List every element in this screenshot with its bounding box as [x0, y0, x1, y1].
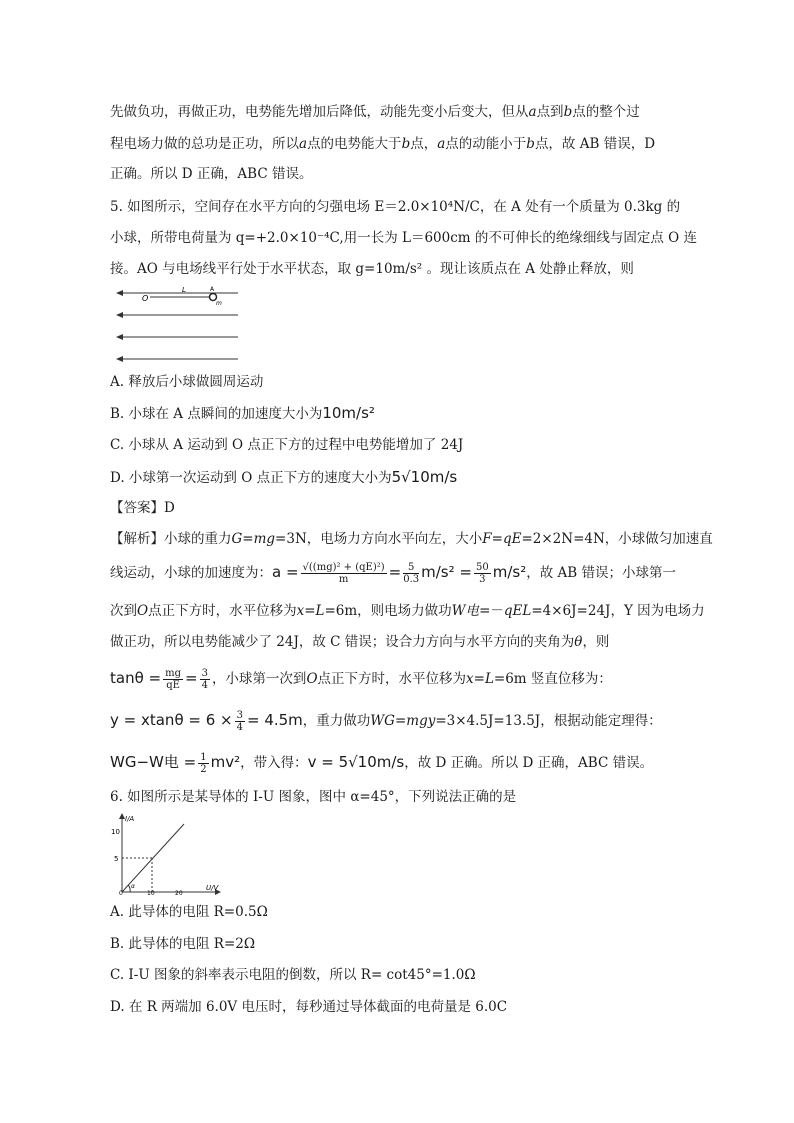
- iu-graph: [110, 812, 225, 896]
- point-a-label: A: [210, 286, 215, 293]
- length-l-label: L: [182, 286, 186, 294]
- explanation-line: 【解析】小球的重力G=mg=3N，电场力方向水平向左，大小F=qE=2×2N=4N，小球做匀加速直: [110, 531, 713, 547]
- option-c: C. I-U 图象的斜率表示电阻的倒数，所以 R= cot45°=1.0Ω: [110, 967, 476, 983]
- explanation-line: WG−W电 = $\frac{1}{2}$ mv²，带入得：v = 5√10m/s，故 D 正确。所以 D 正确，ABC 错误。: [110, 752, 654, 775]
- option-b: B. 此导体的电阻 R=2Ω: [110, 936, 256, 952]
- option-a: A. 此导体的电阻 R=0.5Ω: [110, 904, 268, 920]
- option-b: B. 小球在 A 点瞬间的加速度大小为10m/s²: [110, 404, 375, 422]
- option-c: C. 小球从 A 运动到 O 点正下方的过程中电势能增加了 24J: [110, 437, 464, 453]
- text-line: 程电场力做的总功是正功，所以a点的电势能大于b点，a点的动能小于b点，故 AB 错误，D: [110, 136, 656, 152]
- question-5-line: 5. 如图所示，空间存在水平方向的匀强电场 E＝2.0×10⁴N/C，在 A 处有一个质量为 0.3kg 的: [110, 199, 681, 215]
- x-axis-label: U/V: [206, 884, 219, 892]
- explanation-line: tanθ = $\frac{mg}{qE}$ = $\frac{3}{4}$ ，小球第一次到O点正下方时，水平位移为x=L=6m 竖直位移为：: [110, 668, 612, 691]
- question-6-line: 6. 如图所示是某导体的 I-U 图象，图中 α=45°，下列说法正确的是: [110, 789, 517, 805]
- text-line: 正确。所以 D 正确，ABC 错误。: [110, 166, 313, 182]
- y-tick-label: 10: [111, 828, 120, 836]
- question-5-line: 接。AO 与电场线平行处于水平状态，取 g=10m/s² 。现让该质点在 A 处静止释放，则: [110, 261, 634, 277]
- x-tick-label: 20: [175, 890, 183, 896]
- mass-m-label: m: [216, 300, 222, 307]
- explanation-line: 做正功，所以电势能减少了 24J，故 C 错误；设合力方向与水平方向的夹角为θ，则: [110, 634, 610, 650]
- y-axis-label: I/A: [125, 815, 135, 823]
- text-line: 先做负功，再做正功，电势能先增加后降低，动能先变小后变大，但从a点到b点的整个过: [110, 104, 640, 120]
- question-5-line: 小球，所带电荷量为 q=+2.0×10⁻⁴C,用一长为 L＝600cm 的不可伸长的绝缘细线与固定点 O 连: [110, 230, 698, 246]
- x-tick-label: 0: [119, 890, 123, 896]
- point-o-label: O: [142, 294, 149, 303]
- electric-field-figure: [112, 284, 242, 364]
- explanation-line: y = xtanθ = 6 × $\frac{3}{4}$ = 4.5m，重力做功WG=mgy=3×4.5J=13.5J，根据动能定理得：: [110, 710, 662, 733]
- explanation-line: 次到O点正下方时，水平位移为x=L=6m，则电场力做功W电=－qEL=4×6J=24J，Y 因为电场力: [110, 603, 705, 619]
- y-tick-label: 5: [114, 855, 119, 863]
- alpha-label: α: [131, 883, 135, 890]
- option-d: D. 在 R 两端加 6.0V 电压时，每秒通过导体截面的电荷量是 6.0C: [110, 999, 508, 1015]
- option-a: A. 释放后小球做圆周运动: [110, 374, 264, 390]
- x-tick-label: 10: [147, 890, 155, 896]
- answer: 【答案】D: [110, 500, 175, 516]
- option-d: D. 小球第一次运动到 O 点正下方的速度大小为5√10m/s: [110, 468, 458, 486]
- explanation-line: 线运动，小球的加速度为：a = $\frac{\text{√((mg)² + (qE)²)}}{m}$ = $\frac{5}{0.3}$ m/s² = $\frac{50}{3}$ m/s²，故 AB 错误；小球第一: [110, 562, 676, 585]
